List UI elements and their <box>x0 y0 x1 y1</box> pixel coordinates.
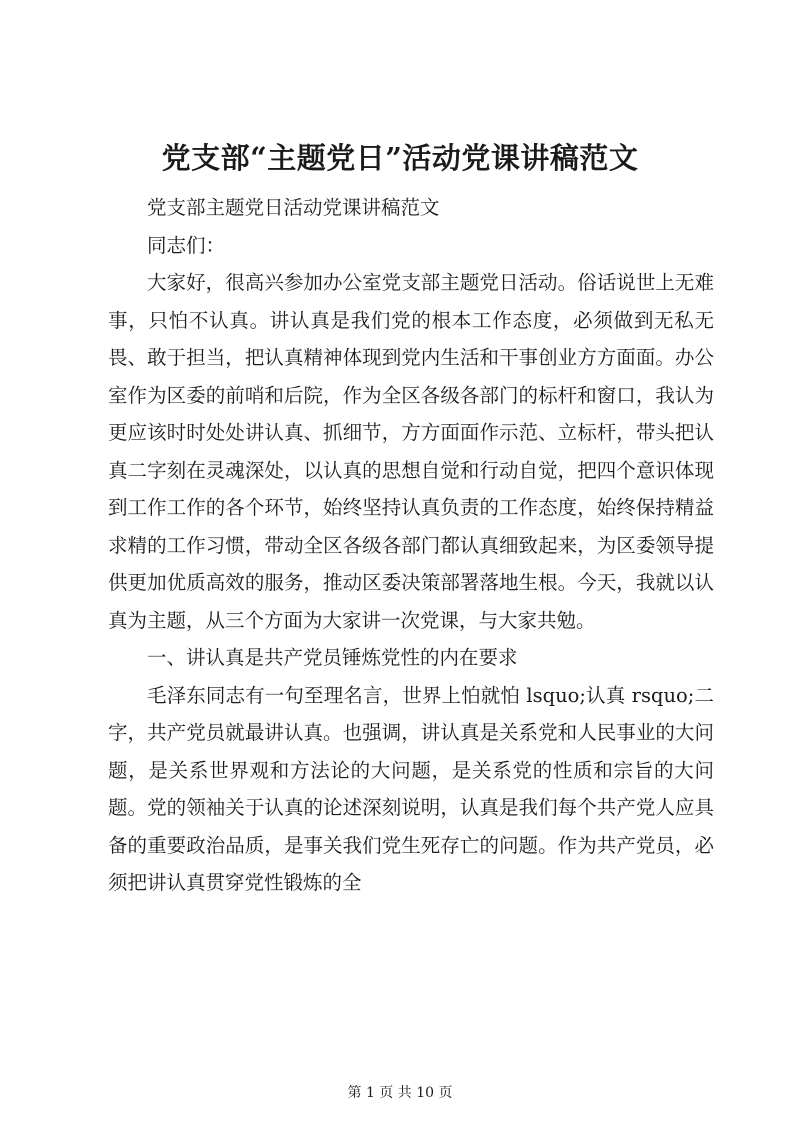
document-title: 党支部“主题党日”活动党课讲稿范文 <box>161 141 639 175</box>
subtitle-paragraph: 党支部主题党日活动党课讲稿范文 <box>147 196 440 219</box>
salutation-paragraph: 同志们： <box>147 233 226 257</box>
section-heading-1: 一、讲认真是共产党员锤炼党性的内在要求 <box>147 646 518 669</box>
page-number-footer: 第 1 页 共 10 页 <box>347 1085 453 1101</box>
intro-paragraph: 大家好，很高兴参加办公室党支部主题党日活动。俗话说世上无难事，只怕不认真。讲认真是我们党的根本工作态度，必须做到无私无畏、敢于担当，把认真精神体现到党内生活和干事创业方方面面。办公室作为区委的前哨和后院，作为全区各级各部门的标杆和窗口，我认为更应该时时处处讲认真、抓细节，方方面面作示范、立标杆，带头把认真二字刻在灵魂深处，以认真的思想自觉和行动自觉，把四个意识体现到工作工作的各个环节，始终坚持认真负责的工作态度，始终保持精益求精的工作习惯，带动全区各级各部门都认真细致起来，为区委领导提供更加优质高效的服务，推动区委决策部署落地生根。今天，我就以认真为主题，从三个方面为大家讲一次党课，与大家共勉。 <box>108 271 714 632</box>
section-1-paragraph: 毛泽东同志有一句至理名言，世界上怕就怕 lsquo;认真 rsquo;二字，共产党员就最讲认真。也强调，讲认真是关系党和人民事业的大问题，是关系世界观和方法论的大问题，是关系党的性质和宗旨的大问题。党的领袖关于认真的论述深刻说明，认真是我们每个共产党人应具备的重要政治品质，是事关我们党生死存亡的问题。作为共产党员，必须把讲认真贯穿党性锻炼的全 <box>108 683 714 894</box>
document-body <box>108 189 714 902</box>
